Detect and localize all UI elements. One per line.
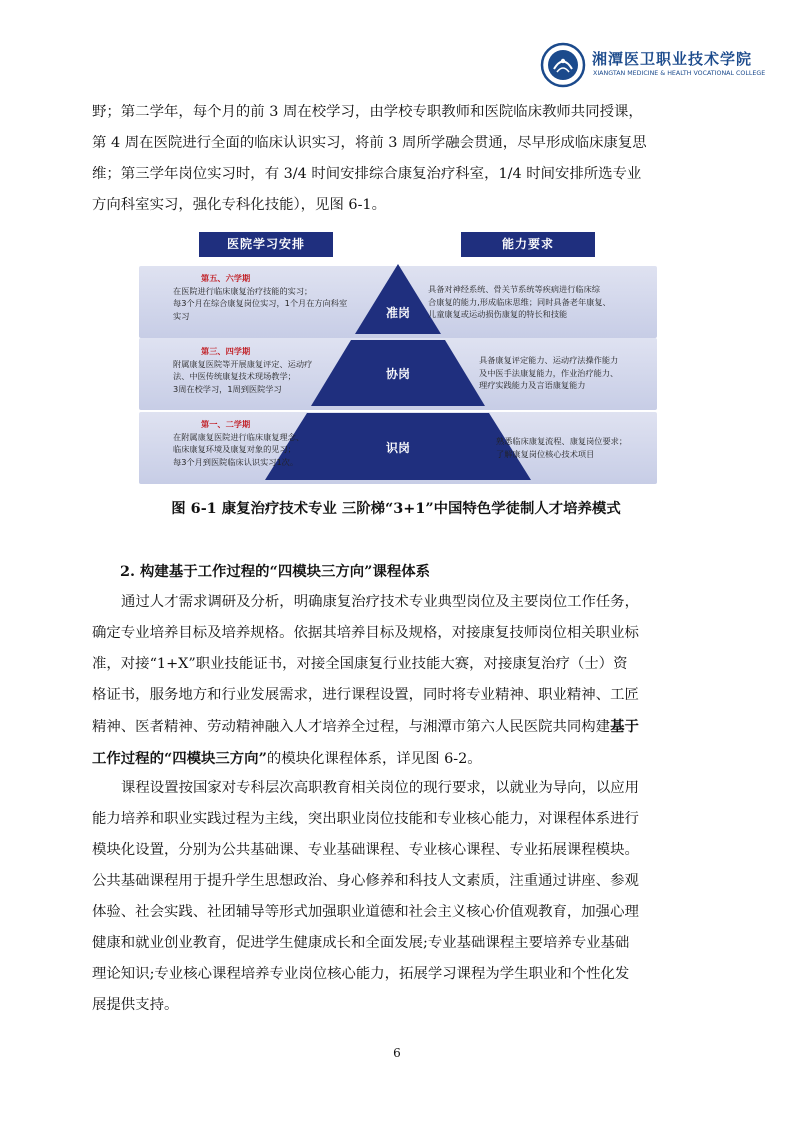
- text-line: 理疗实践能力及言语康复能力: [479, 380, 586, 390]
- text-line: [92, 711, 712, 743]
- text-line: [92, 743, 712, 775]
- text-line: 临床康复环境及康复对象的见习；: [173, 444, 296, 454]
- page-number: 6: [393, 1046, 401, 1060]
- text-line: 准，对接“1+X”职业技能证书，对接全国康复行业技能大赛，对接康复治疗（士）资: [92, 656, 628, 672]
- text-line: 每3个月到医院临床认识实习1次。: [173, 456, 299, 467]
- figure-apprenticeship-model: [139, 226, 657, 481]
- text-line: 每3个月在综合康复岗位实习，1个月在方向科室: [173, 298, 348, 308]
- text-line: 方向科室实习，强化专科化技能），见图 6-1。: [92, 197, 386, 213]
- rung-label-bottom: 识岗: [385, 441, 410, 455]
- bold-segment: 工作过程的“四模块三方向”: [92, 750, 267, 767]
- text-line: 第 4 周在医院进行全面的临床认识实习，将前 3 周所学融会贯通，尽早形成临床康复思: [92, 135, 647, 151]
- tier-top-left-text: [173, 272, 347, 322]
- text-segment: 精神、医者精神、劳动精神融入人才培养全过程，与湘潭市第六人民医院共同构建: [92, 719, 611, 735]
- text-line: 确定专业培养目标及培养规格。依据其培养目标及规格，对接康复技师岗位相关职业标: [92, 625, 639, 641]
- text-line: 课程设置按国家对专科层次高职教育相关岗位的现行要求，以就业为导向，以应用: [121, 780, 640, 796]
- text-line: 展提供支持。: [92, 997, 179, 1013]
- college-emblem-icon: [540, 42, 586, 88]
- logo-english-name: XIANGTAN MEDICINE & HEALTH VOCATIONAL COLLEGE: [593, 70, 766, 77]
- text-line: 维；第三学年岗位实习时，有 3/4 时间安排综合康复治疗科室，1/4 时间安排所选专业: [92, 166, 642, 182]
- tier-middle-right-text: [479, 354, 618, 392]
- tier-top-right-text: [428, 283, 611, 321]
- text-line: 能力培养和职业实践过程为主线，突出职业岗位技能和专业核心能力，对课程体系进行: [92, 811, 639, 827]
- bold-segment: 基于: [610, 718, 639, 735]
- semester-label: 第三、四学期: [201, 346, 251, 356]
- figure-caption: 图 6-1 康复治疗技术专业 三阶梯“3+1”中国特色学徒制人才培养模式: [171, 500, 621, 517]
- text-line: 3周在校学习，1周到医院学习: [173, 383, 282, 394]
- text-line: 野；第二学年，每个月的前 3 周在校学习，由学校专职教师和医院临床教师共同授课，: [92, 104, 643, 120]
- paragraph-intro: [92, 97, 712, 221]
- paragraph-curriculum-design: [92, 587, 712, 775]
- tier-bottom-right-text: [496, 435, 627, 460]
- text-line: 通过人才需求调研及分析，明确康复治疗技术专业典型岗位及主要岗位工作任务，: [121, 594, 640, 610]
- text-line: 法、中医传统康复技术现场教学；: [173, 371, 296, 381]
- college-logo: [540, 42, 766, 90]
- figure-header-hospital-arrangement: 医院学习安排: [199, 232, 333, 257]
- text-line: 公共基础课程用于提升学生思想政治、身心修养和科技人文素质，注重通过讲座、参观: [92, 873, 639, 889]
- text-line: 理论知识;专业核心课程培养专业岗位核心能力，拓展学习课程为学生职业和个性化发: [92, 966, 630, 982]
- text-line: 具备对神经系统、骨关节系统等疾病进行临床综: [428, 284, 600, 294]
- text-line: 合康复的能力,形成临床思维；同时具备老年康复、: [428, 296, 611, 307]
- semester-label: 第一、二学期: [201, 419, 251, 429]
- paragraph-course-settings: [92, 773, 712, 1021]
- text-line: 健康和就业创业教育，促进学生健康成长和全面发展;专业基础课程主要培养专业基础: [92, 935, 630, 951]
- text-line: 模块化设置，分别为公共基础课、专业基础课程、专业核心课程、专业拓展课程模块。: [92, 842, 639, 858]
- rung-label-top: 准岗: [385, 306, 410, 320]
- figure-header-ability-requirements: 能力要求: [461, 232, 595, 257]
- text-line: 了解康复岗位核心技术项目: [496, 448, 595, 459]
- text-line: 在医院进行临床康复治疗技能的实习；: [173, 285, 313, 296]
- text-line: 附属康复医院等开展康复评定、运动疗: [173, 358, 313, 369]
- tier-middle-left-text: [173, 345, 312, 395]
- text-line: 及中医手法康复能力，作业治疗能力、: [479, 367, 619, 378]
- text-segment: 的模块化课程体系，详见图 6-2。: [266, 751, 482, 767]
- logo-chinese-name: 湘潭医卫职业技术学院: [592, 50, 753, 68]
- text-line: 格证书，服务地方和行业发展需求，进行课程设置，同时将专业精神、职业精神、工匠: [92, 687, 639, 703]
- text-line: 在附属康复医院进行临床康复理念、: [173, 431, 305, 442]
- text-line: 熟悉临床康复流程、康复岗位要求；: [496, 436, 628, 446]
- section-heading: 2. 构建基于工作过程的“四模块三方向”课程体系: [120, 563, 431, 580]
- rung-label-middle: 协岗: [385, 367, 410, 381]
- semester-label: 第五、六学期: [201, 273, 251, 283]
- text-line: 体验、社会实践、社团辅导等形式加强职业道德和社会主义核心价值观教育，加强心理: [92, 904, 639, 920]
- text-line: 儿童康复或运动损伤康复的特长和技能: [428, 309, 568, 319]
- text-line: 具备康复评定能力、运动疗法操作能力: [479, 355, 619, 365]
- tier-bottom-left-text: [173, 418, 304, 468]
- text-line: 实习: [173, 310, 190, 321]
